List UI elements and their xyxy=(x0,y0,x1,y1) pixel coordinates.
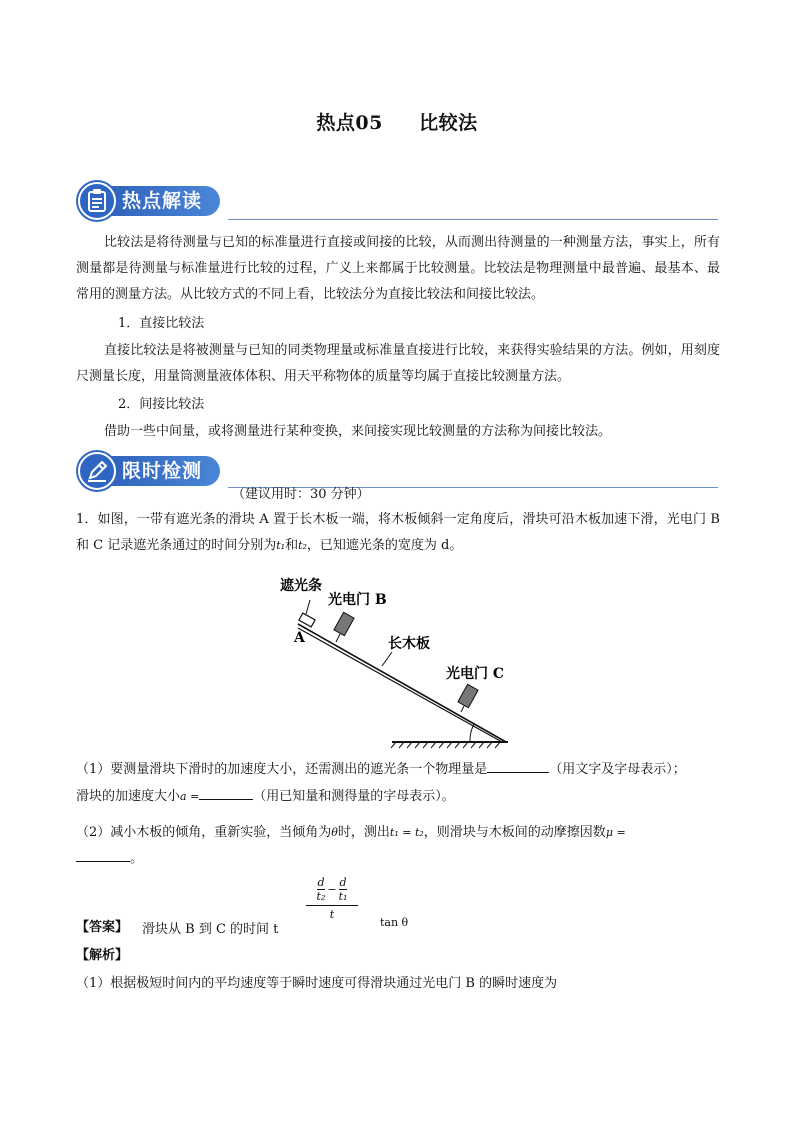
label-board: 长木板 xyxy=(388,636,430,652)
answer-fraction xyxy=(306,876,358,921)
q1-part1-d: （用已知量和测得量的字母表示）。 xyxy=(253,789,455,804)
frac-minus: − xyxy=(327,883,337,896)
frac-num-b: d xyxy=(339,876,347,889)
strip-pointer xyxy=(306,600,310,614)
answer-part1: 滑块从 B 到 C 的时间 t xyxy=(142,922,279,937)
frac-a xyxy=(317,876,326,903)
item2-heading: 2．间接比较法 xyxy=(118,397,205,412)
q1-part2-c: ，则滑块与木板间的动摩擦因数 xyxy=(423,825,606,840)
label-gate-b: 光电门 B xyxy=(328,592,387,608)
section-banner-hotspot xyxy=(78,182,238,220)
question1-stem xyxy=(76,507,720,559)
time-hint: （建议用时：30 分钟） xyxy=(232,487,370,502)
banner-test-label: 限时检测 xyxy=(96,456,220,486)
q1-stem-b: ，已知遮光条的宽度为 d。 xyxy=(306,538,463,553)
q1-part2-mu: μ = xyxy=(605,826,626,839)
clipboard-icon xyxy=(78,182,116,220)
q1-and: 和 xyxy=(285,538,299,553)
answer-fraction-denominator: t xyxy=(329,908,335,921)
question1-part1-line2 xyxy=(76,784,736,810)
item2-body: 借助一些中间量，或将测量进行某种变换，来间接实现比较测量的方法称为间接比较法。 xyxy=(104,424,612,439)
question1-part2-line2 xyxy=(76,846,276,872)
title-main: 比较法 xyxy=(419,112,478,134)
answer-blank-3[interactable] xyxy=(76,847,130,862)
section-banner-test xyxy=(78,452,238,490)
q1-part2-cond: t₁ = t₂ xyxy=(389,826,424,839)
incline-figure xyxy=(270,570,530,750)
question1-part1 xyxy=(76,757,736,783)
q1-t1: t₁ xyxy=(276,539,286,552)
q1-part1-c: 滑块的加速度大小 xyxy=(76,789,181,804)
q1-part2-end: 。 xyxy=(130,851,144,866)
frac-b xyxy=(339,876,348,903)
answer-label: 【答案】 xyxy=(76,920,129,935)
frac-num-a: d xyxy=(317,876,325,889)
analysis-line1: （1）根据极短时间内的平均速度等于瞬时速度可得滑块通过光电门 B 的瞬时速度为 xyxy=(76,976,558,991)
label-gate-c: 光电门 C xyxy=(446,666,505,682)
answer-blank-2[interactable] xyxy=(199,785,253,800)
question1-part2 xyxy=(76,820,736,846)
board-pointer xyxy=(382,652,392,666)
slider-a xyxy=(299,613,315,627)
label-strip: 遮光条 xyxy=(280,578,322,594)
item1-body: 直接比较法是将被测量与已知的同类物理量或标准量直接进行比较，来获得实验结果的方法。例如，用刻度尺测量长度，用量筒测量液体体积、用天平称物体的质量等均属于直接比较测量方法。 xyxy=(76,343,720,384)
pencil-icon xyxy=(78,452,116,490)
q1-part2-b: 时，测出 xyxy=(337,825,390,840)
title-prefix: 热点05 xyxy=(316,112,383,134)
q1-part1-b: （用文字及字母表示）； xyxy=(549,762,686,777)
analysis-label: 【解析】 xyxy=(76,948,129,963)
frac-den-b: t₁ xyxy=(338,890,348,903)
page-title xyxy=(0,108,794,135)
item1-heading: 1．直接比较法 xyxy=(118,316,205,331)
answer-part3: tan θ xyxy=(380,916,409,929)
answer-blank-1[interactable] xyxy=(487,758,549,773)
label-a: A xyxy=(294,630,305,646)
answer-fraction-numerator xyxy=(306,876,358,906)
frac-den-a: t₂ xyxy=(316,890,326,903)
q1-part2-theta: θ xyxy=(331,826,338,839)
q1-part2-a: （2）减小木板的倾角，重新实验，当倾角为 xyxy=(76,825,332,840)
gate-b xyxy=(334,612,354,635)
q1-part1-var: a = xyxy=(180,790,200,803)
q1-part1-a: （1）要测量滑块下滑时的加速度大小，还需测出的遮光条一个物理量是 xyxy=(76,762,488,777)
banner-hotspot-label: 热点解读 xyxy=(96,186,220,216)
gate-c xyxy=(458,684,478,707)
q1-stem-a: 1．如图，一带有遮光条的滑块 A 置于长木板一端，将木板倾斜一定角度后，滑块可沿木板加速下滑，光电门 B 和 C 记录遮光条通过的时间分别为 xyxy=(76,512,720,553)
q1-t2: t₂ xyxy=(298,539,307,552)
intro-paragraph: 比较法是将待测量与已知的标准量进行直接或间接的比较，从而测出待测量的一种测量方法，事实上，所有测量都是待测量与标准量进行比较的过程，广义上来都属于比较测量。比较法是物理测量中最普遍、最基本、最常用的测量方法。从比较方式的不同上看，比较法分为直接比较法和间接比较法。 xyxy=(76,235,720,302)
banner-divider xyxy=(228,219,718,220)
